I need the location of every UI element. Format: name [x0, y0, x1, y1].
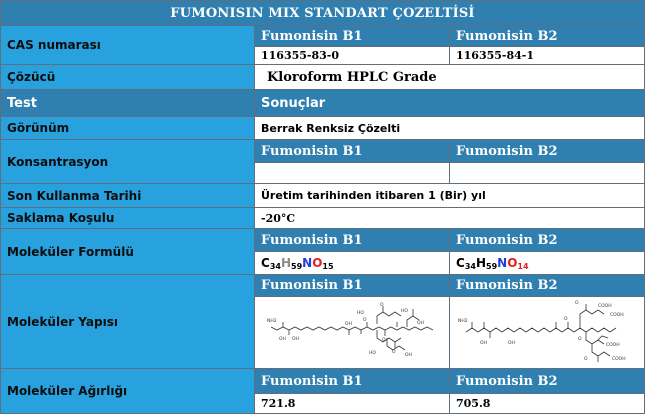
formula-b1: $C_{34}H_{59}NO_{15}$ — [261, 255, 334, 271]
storage-value: -20°C — [255, 208, 644, 228]
weight-b2-value: 705.8 — [450, 394, 644, 413]
expiry-label: Son Kullanma Tarihi — [1, 184, 254, 207]
svg-text:COOH: COOH — [612, 357, 626, 362]
concentration-b2-value — [450, 163, 644, 183]
structure-b1-header: Fumonisin B1 — [255, 275, 449, 296]
svg-text:O: O — [575, 301, 579, 306]
formula-b2-header: Fumonisin B2 — [450, 229, 644, 251]
cas-b1-value: 116355-83-0 — [255, 47, 449, 64]
svg-text:HO: HO — [357, 311, 364, 316]
section-results-label: Sonuçlar — [255, 90, 644, 116]
fumonisin-b1-structure — [257, 298, 447, 367]
formula-b2: $C_{34}H_{59}NO_{14}$ — [456, 255, 529, 271]
svg-text:O: O — [382, 338, 386, 343]
svg-text:OH: OH — [292, 337, 299, 342]
svg-text:COOH: COOH — [606, 343, 620, 348]
solvent-label: Çözücü — [1, 65, 254, 89]
structure-label: Moleküler Yapısı — [1, 275, 254, 368]
svg-text:OH: OH — [480, 341, 487, 346]
appearance-label: Görünüm — [1, 117, 254, 139]
structure-b2-header: Fumonisin B2 — [450, 275, 644, 296]
svg-text:NH2: NH2 — [267, 319, 277, 324]
cas-label: CAS numarası — [1, 26, 254, 64]
svg-text:OH: OH — [279, 337, 286, 342]
structure-b2-image — [450, 297, 644, 368]
cas-b1-header: Fumonisin B1 — [255, 26, 449, 46]
svg-text:OH: OH — [508, 341, 515, 346]
svg-text:COOH: COOH — [610, 313, 624, 318]
sheet-title: FUMONISIN MIX STANDART ÇOZELTİSİ — [1, 1, 644, 25]
concentration-b1-value — [255, 163, 449, 183]
svg-text:O: O — [392, 350, 396, 355]
cas-b2-header: Fumonisin B2 — [450, 26, 644, 46]
weight-b2-header: Fumonisin B2 — [450, 369, 644, 393]
cas-b2-value: 116355-84-1 — [450, 47, 644, 64]
concentration-b2-header: Fumonisin B2 — [450, 140, 644, 162]
formula-b1-header: Fumonisin B1 — [255, 229, 449, 251]
svg-text:O: O — [584, 357, 588, 362]
svg-text:O: O — [578, 337, 582, 342]
svg-text:COOH: COOH — [598, 304, 612, 309]
solvent-value: Kloroform HPLC Grade — [255, 65, 644, 89]
expiry-value: Üretim tarihinden itibaren 1 (Bir) yıl — [255, 184, 644, 207]
concentration-label: Konsantrasyon — [1, 140, 254, 183]
formula-label: Moleküler Formülü — [1, 229, 254, 274]
svg-text:O: O — [380, 303, 384, 308]
weight-b1-header: Fumonisin B1 — [255, 369, 449, 393]
svg-text:OH: OH — [345, 322, 352, 327]
svg-text:O: O — [363, 318, 367, 323]
appearance-value: Berrak Renksiz Çözelti — [255, 117, 644, 139]
section-test-label: Test — [1, 90, 254, 116]
formula-b2-value — [450, 252, 644, 274]
svg-text:OH: OH — [417, 321, 424, 326]
svg-text:HO: HO — [369, 351, 376, 356]
weight-label: Moleküler Ağırlığı — [1, 369, 254, 413]
svg-text:HO: HO — [401, 309, 408, 314]
structure-b1-image — [255, 297, 449, 368]
concentration-b1-header: Fumonisin B1 — [255, 140, 449, 162]
svg-text:OH: OH — [405, 353, 412, 358]
svg-text:O: O — [564, 317, 568, 322]
svg-text:NH2: NH2 — [458, 319, 468, 324]
formula-b1-value — [255, 252, 449, 274]
storage-label: Saklama Koşulu — [1, 208, 254, 228]
weight-b1-value: 721.8 — [255, 394, 449, 413]
fumonisin-b2-structure — [452, 298, 642, 367]
